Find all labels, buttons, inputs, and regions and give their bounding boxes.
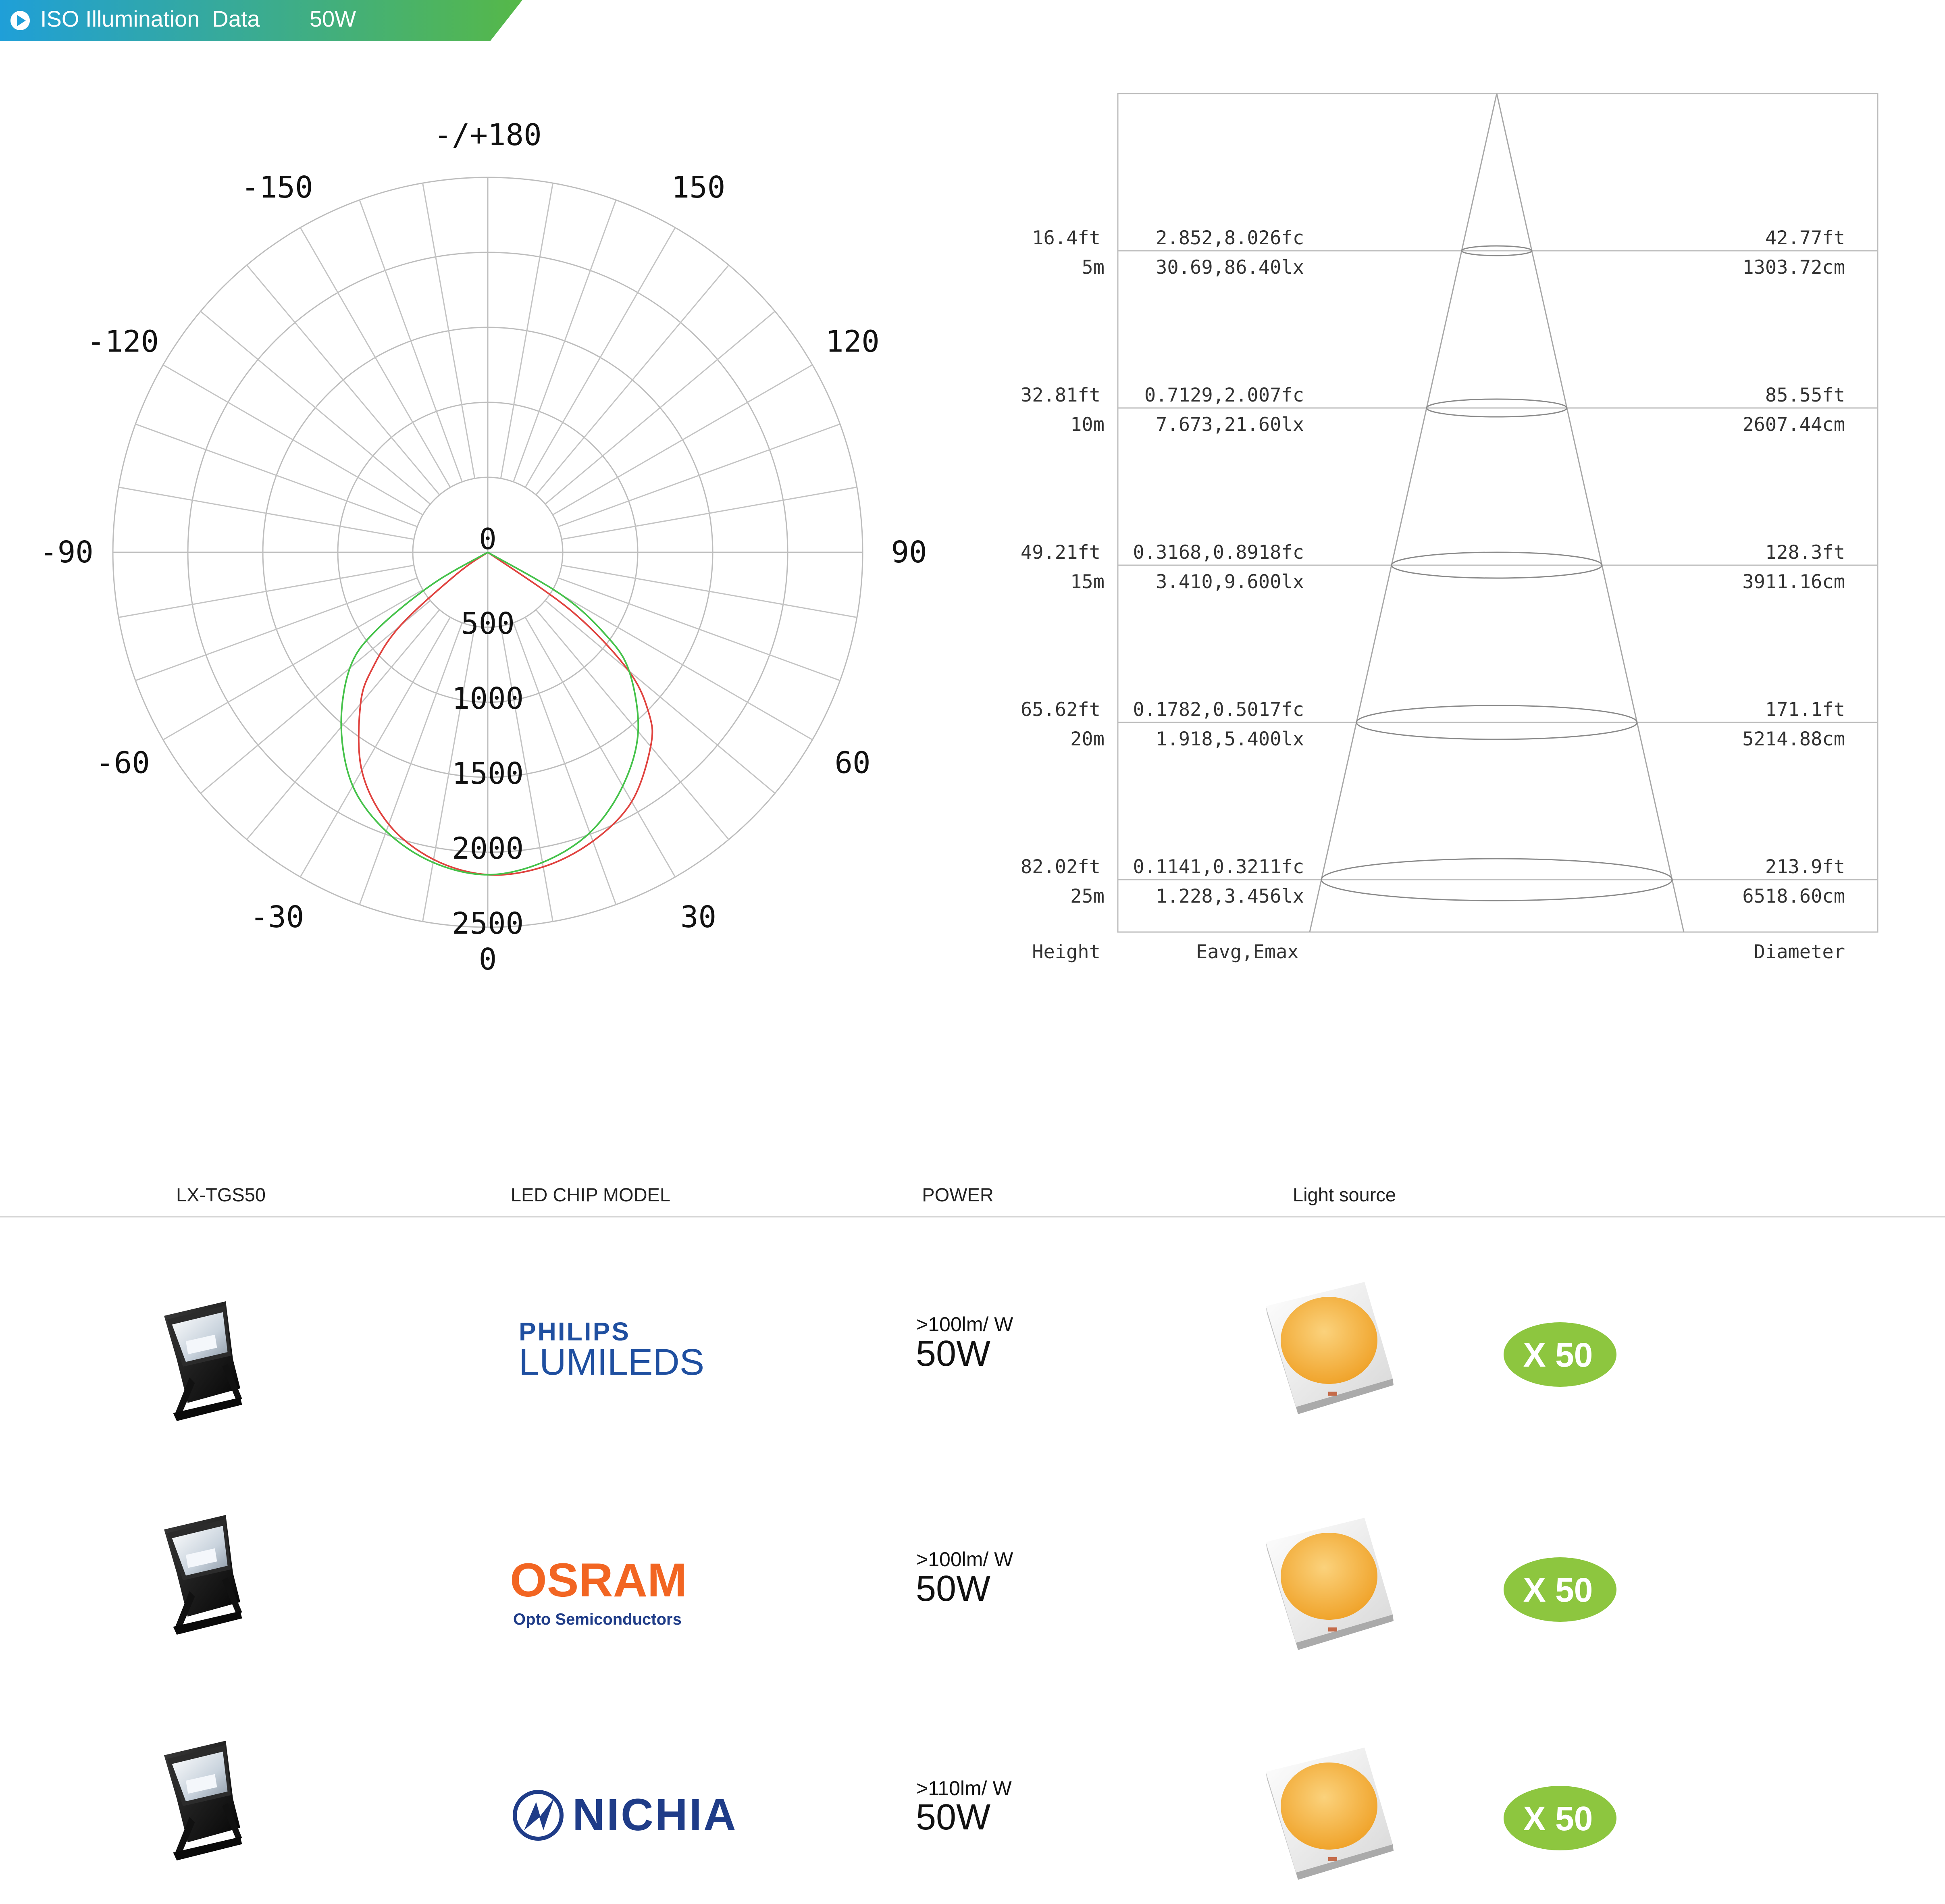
- nichia-emblem-icon: [515, 1792, 562, 1839]
- polar-distribution-chart: [0, 69, 980, 1028]
- diameter-ft-value: 128.3ft: [1765, 541, 1845, 564]
- illuminance-lx-value: 1.228,3.456lx: [1156, 885, 1304, 907]
- led-chip-image: [1266, 1282, 1394, 1414]
- diameter-cm-value: 2607.44cm: [1742, 414, 1845, 436]
- power-value: 50W: [916, 1569, 991, 1609]
- quantity-text: X 50: [1523, 1336, 1593, 1374]
- polar-radial-tick-label: 1000: [451, 681, 524, 716]
- polar-angle-label: -90: [40, 535, 94, 570]
- diameter-ft-value: 213.9ft: [1765, 856, 1845, 878]
- polar-angle-label: 150: [671, 170, 726, 205]
- illuminance-lx-value: 1.918,5.400lx: [1156, 728, 1304, 750]
- brand-line2: Opto Semiconductors: [513, 1611, 682, 1628]
- polar-radial-tick-label: 2000: [451, 831, 524, 866]
- cone-edge-right: [1497, 94, 1684, 932]
- table-row: [164, 1282, 1616, 1421]
- osram-logo: [510, 1554, 687, 1628]
- header-power: POWER: [922, 1184, 994, 1205]
- header-model: LX-TGS50: [176, 1184, 266, 1205]
- efficacy-text: >100lm/ W: [916, 1548, 1013, 1571]
- cone-edge-left: [1310, 94, 1497, 932]
- height-ft-value: 82.02ft: [1020, 856, 1100, 878]
- illuminance-lx-value: 30.69,86.40lx: [1156, 256, 1304, 279]
- diameter-ft-value: 171.1ft: [1765, 699, 1845, 721]
- polar-spoke: [553, 590, 812, 740]
- diameter-cm-value: 6518.60cm: [1742, 885, 1845, 907]
- quantity-text: X 50: [1523, 1571, 1593, 1609]
- polar-spoke: [545, 311, 775, 504]
- illuminance-lx-value: 3.410,9.600lx: [1156, 571, 1304, 593]
- illuminance-fc-value: 0.7129,2.007fc: [1144, 384, 1304, 406]
- polar-spoke: [135, 578, 417, 680]
- cone-beam: [1310, 94, 1684, 932]
- header-power: 50W: [310, 6, 356, 31]
- polar-spoke: [562, 487, 857, 539]
- polar-center-label: 0: [479, 522, 497, 556]
- col-e-label: Eavg,Emax: [1196, 941, 1299, 963]
- diameter-cm-value: 3911.16cm: [1742, 571, 1845, 593]
- polar-spoke: [514, 623, 616, 905]
- height-m-value: 20m: [1070, 728, 1105, 750]
- polar-radial-tick-label: 500: [461, 606, 515, 641]
- illuminance-fc-value: 2.852,8.026fc: [1156, 227, 1304, 249]
- power-value: 50W: [916, 1334, 991, 1374]
- brand-line1: PHILIPS: [519, 1317, 630, 1346]
- polar-angle-label: 90: [891, 535, 927, 570]
- quantity-text: X 50: [1523, 1800, 1593, 1837]
- table-row: [164, 1741, 1616, 1880]
- polar-spoke: [163, 590, 423, 740]
- brand-line1: NICHIA: [572, 1790, 738, 1840]
- illuminance-fc-value: 0.1141,0.3211fc: [1133, 856, 1304, 878]
- brand-line1: OSRAM: [510, 1554, 687, 1607]
- brand-line2: LUMILEDS: [519, 1342, 705, 1383]
- led-chip-image: [1266, 1748, 1394, 1880]
- diameter-cm-value: 5214.88cm: [1742, 728, 1845, 750]
- polar-spoke: [514, 200, 616, 482]
- illuminance-cone-chart: [992, 69, 1923, 992]
- polar-spoke: [545, 601, 775, 793]
- cone-row: [1021, 541, 1878, 593]
- polar-angle-label: -150: [241, 170, 313, 205]
- polar-spoke: [562, 565, 857, 617]
- polar-angle-label: -30: [250, 900, 304, 934]
- illuminance-lx-value: 7.673,21.60lx: [1156, 414, 1304, 436]
- polar-angle-label: 0: [478, 942, 497, 977]
- polar-spoke: [135, 424, 417, 526]
- cone-row: [1032, 227, 1878, 279]
- height-ft-value: 16.4ft: [1032, 227, 1100, 249]
- illuminance-fc-value: 0.1782,0.5017fc: [1133, 699, 1304, 721]
- header-chip-model: LED CHIP MODEL: [510, 1184, 671, 1205]
- polar-spoke: [525, 228, 675, 487]
- polar-angle-label: -/+180: [434, 118, 542, 152]
- col-diameter-label: Diameter: [1754, 941, 1845, 963]
- polar-spoke: [201, 601, 431, 793]
- polar-spoke: [536, 610, 729, 839]
- height-m-value: 25m: [1070, 885, 1105, 907]
- cone-row: [1021, 384, 1878, 436]
- height-m-value: 5m: [1082, 256, 1105, 279]
- polar-spoke: [525, 617, 675, 877]
- cone-rows: [1021, 227, 1878, 907]
- cone-frame: [1118, 94, 1878, 932]
- illuminance-fc-value: 0.3168,0.8918fc: [1133, 541, 1304, 564]
- floodlight-image: [164, 1515, 242, 1635]
- floodlight-image: [164, 1301, 242, 1421]
- polar-spoke: [163, 365, 423, 515]
- polar-spoke: [423, 183, 475, 479]
- polar-spoke: [300, 617, 450, 877]
- polar-angle-label: 60: [834, 745, 871, 780]
- polar-spoke: [300, 228, 450, 487]
- polar-radial-tick-label: 1500: [451, 756, 524, 791]
- cone-row: [1021, 699, 1878, 750]
- polar-angle-label: -60: [96, 745, 150, 780]
- col-height-label: Height: [1032, 941, 1100, 963]
- header-light-source: Light source: [1292, 1184, 1396, 1205]
- polar-spoke: [247, 610, 439, 839]
- polar-angle-label: -120: [87, 324, 159, 359]
- philips-lumileds-logo: [519, 1317, 704, 1383]
- polar-spoke: [501, 183, 553, 479]
- header-banner: [0, 0, 524, 41]
- play-circle-icon: [10, 11, 30, 30]
- efficacy-text: >110lm/ W: [916, 1777, 1012, 1800]
- polar-radial-tick-label: 2500: [451, 906, 524, 941]
- spec-table: [0, 1169, 1945, 1904]
- polar-spoke: [247, 265, 439, 495]
- polar-spoke: [360, 200, 462, 482]
- led-chip-image: [1266, 1518, 1394, 1650]
- polar-spoke: [119, 565, 414, 617]
- cone-row: [1021, 856, 1878, 907]
- diameter-ft-value: 42.77ft: [1765, 227, 1845, 249]
- header-title: ISO Illumination Data: [40, 6, 260, 31]
- polar-angle-label: 30: [680, 900, 717, 934]
- diameter-ft-value: 85.55ft: [1765, 384, 1845, 406]
- height-ft-value: 49.21ft: [1020, 541, 1100, 564]
- floodlight-image: [164, 1741, 242, 1860]
- nichia-logo: [515, 1790, 738, 1840]
- polar-spoke: [558, 424, 840, 526]
- polar-spoke: [536, 265, 729, 495]
- height-ft-value: 65.62ft: [1020, 699, 1100, 721]
- diameter-cm-value: 1303.72cm: [1742, 256, 1845, 279]
- efficacy-text: >100lm/ W: [916, 1313, 1013, 1336]
- height-m-value: 15m: [1070, 571, 1105, 593]
- height-m-value: 10m: [1070, 414, 1105, 436]
- polar-spoke: [119, 487, 414, 539]
- polar-spoke: [553, 365, 812, 515]
- polar-angle-label: 120: [826, 324, 880, 359]
- height-ft-value: 32.81ft: [1020, 384, 1100, 406]
- polar-spoke: [201, 311, 431, 504]
- power-value: 50W: [916, 1797, 991, 1837]
- table-row: [164, 1515, 1616, 1650]
